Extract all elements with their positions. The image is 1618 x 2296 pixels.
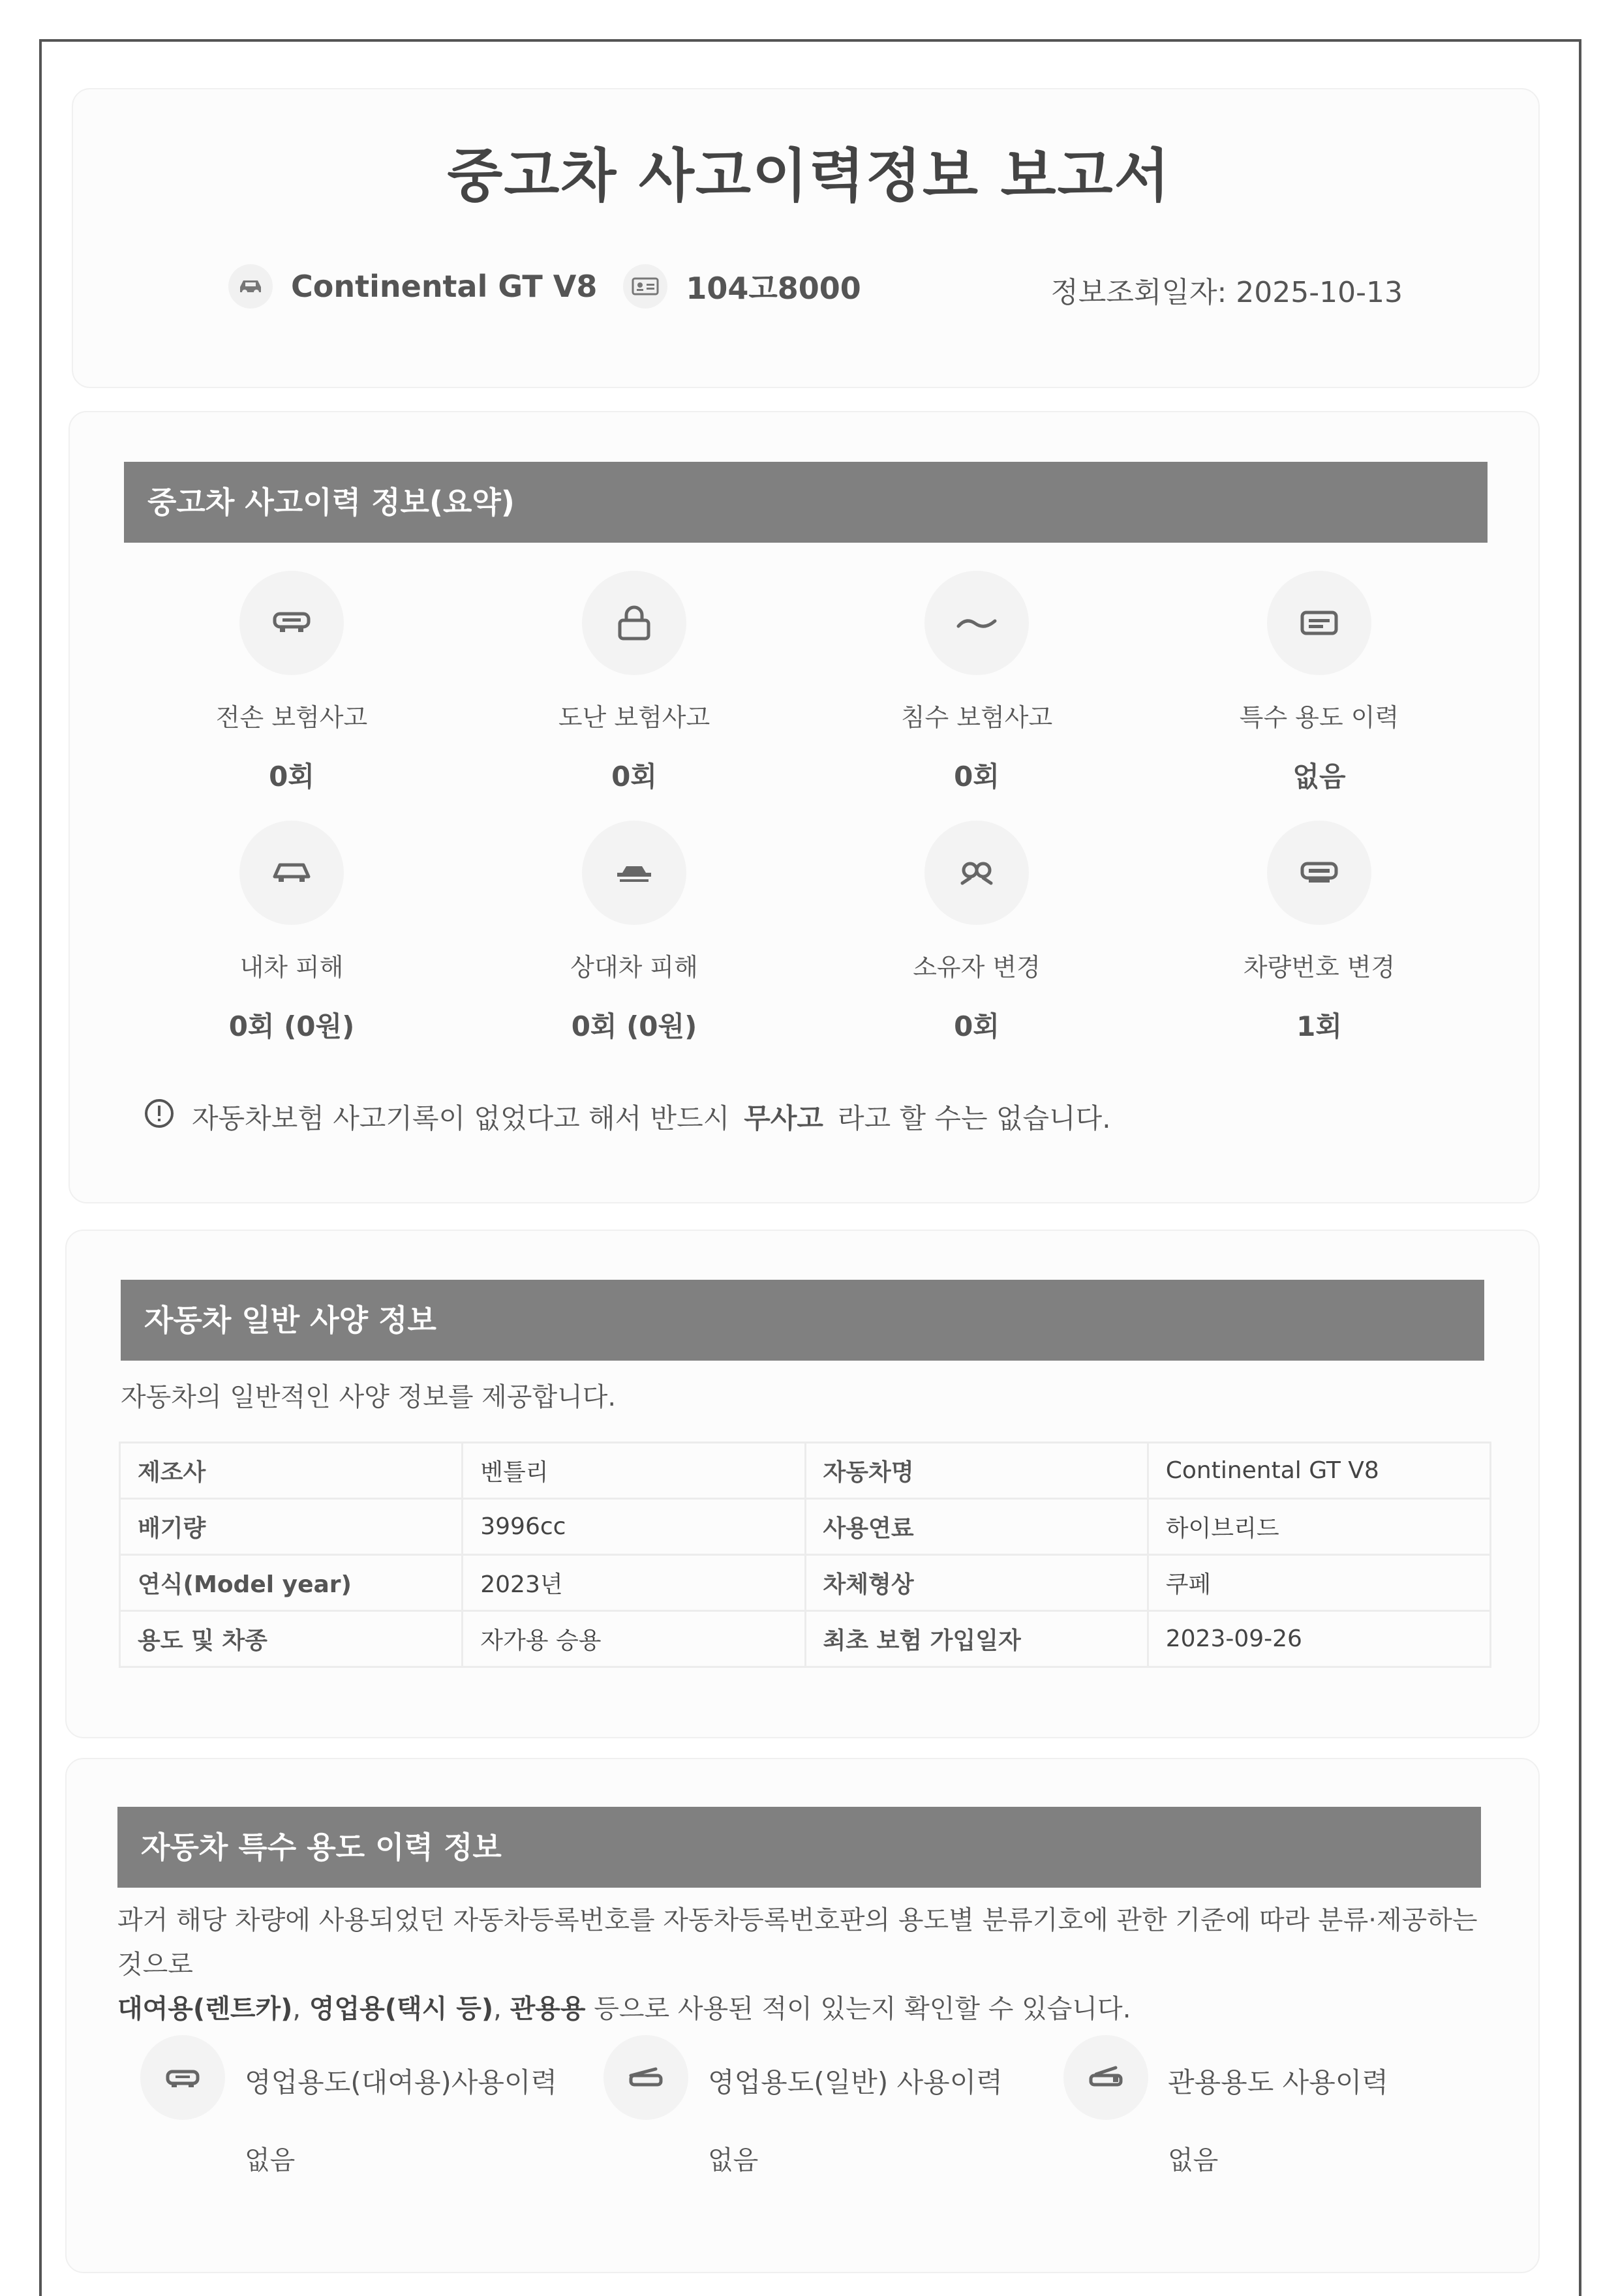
owner-change-icon	[924, 821, 1029, 925]
government-car-icon	[1063, 2035, 1148, 2120]
table-key: 사용연료	[805, 1499, 1148, 1555]
inquiry-date	[1050, 269, 1403, 310]
table-key: 차체형상	[805, 1555, 1148, 1611]
table-value: 2023-09-26	[1148, 1611, 1490, 1667]
table-value: Continental GT V8	[1148, 1443, 1490, 1499]
summary-item-plate-change	[1221, 821, 1417, 1044]
table-key: 배기량	[120, 1499, 463, 1555]
table-value: 쿠페	[1148, 1555, 1490, 1611]
summary-item-value: 0회	[954, 761, 1000, 793]
notice-suffix: 라고 할 수는 없습니다.	[838, 1102, 1111, 1134]
summary-item-flood	[879, 571, 1075, 794]
summary-item-value: 0회	[954, 1010, 1000, 1042]
notice-prefix: 자동차보험 사고기록이 없었다고 해서 반드시	[192, 1102, 730, 1134]
plate-number: 104고8000	[686, 271, 861, 306]
notice-emphasis: 무사고	[744, 1102, 823, 1134]
summary-item-theft	[536, 571, 732, 794]
table-row	[120, 1443, 1491, 1499]
special-use-section-header: 자동차 특수 용도 이력 정보	[117, 1807, 1481, 1888]
table-value: 3996cc	[463, 1499, 805, 1555]
table-key: 연식(Model year)	[120, 1555, 463, 1611]
rental-car-icon	[140, 2035, 225, 2120]
summary-item-label: 도난 보험사고	[558, 703, 710, 732]
government-emphasis: 관용용	[510, 1994, 586, 2024]
card-icon	[1267, 571, 1371, 675]
description-tail: 등으로 사용된 적이 있는지 확인할 수 있습니다.	[585, 1994, 1131, 2024]
separator: ,	[493, 1994, 510, 2024]
use-item-label: 영업용도(일반) 사용이력	[708, 2066, 1003, 2098]
inquiry-label: 정보조회일자:	[1050, 276, 1227, 309]
page-title: 중고차 사고이력정보 보고서	[447, 142, 1171, 209]
id-card-icon	[623, 264, 667, 309]
inquiry-value: 2025-10-13	[1236, 276, 1403, 309]
separator: ,	[292, 1994, 309, 2024]
summary-item-value: 없음	[1292, 761, 1346, 793]
summary-item-special-use	[1221, 571, 1417, 794]
summary-item-label: 상대차 피해	[570, 953, 698, 982]
summary-item-value: 0회	[269, 761, 314, 793]
use-item-value: 없음	[1168, 2145, 1219, 2175]
description-line-2	[117, 1987, 1501, 2031]
summary-item-label: 특수 용도 이력	[1239, 703, 1399, 732]
commercial-emphasis: 영업용(택시 등)	[309, 1994, 494, 2024]
special-use-description	[117, 1898, 1501, 2031]
table-key: 제조사	[120, 1443, 463, 1499]
summary-item-value: 1회	[1296, 1010, 1342, 1042]
spec-section-header: 자동차 일반 사양 정보	[121, 1280, 1484, 1361]
use-item-value: 없음	[245, 2145, 296, 2175]
spec-table	[119, 1442, 1491, 1668]
table-row	[120, 1499, 1491, 1555]
table-value: 2023년	[463, 1555, 805, 1611]
table-value: 자가용 승용	[463, 1611, 805, 1667]
wave-icon	[924, 571, 1029, 675]
summary-item-own-damage	[194, 821, 389, 1044]
info-circle-icon	[144, 1098, 175, 1136]
summary-item-label: 전손 보험사고	[215, 703, 368, 732]
summary-item-other-damage	[536, 821, 732, 1044]
summary-item-label: 소유자 변경	[913, 953, 1041, 982]
summary-item-label: 내차 피해	[239, 953, 344, 982]
total-loss-icon	[239, 571, 344, 675]
vehicle-info	[228, 264, 861, 309]
table-value: 하이브리드	[1148, 1499, 1490, 1555]
table-row	[120, 1555, 1491, 1611]
description-line-1: 과거 해당 차량에 사용되었던 자동차등록번호를 자동차등록번호판의 용도별 분류기호에 관한 기준에 따라 분류·제공하는 것으로	[117, 1905, 1478, 1980]
use-item-label: 관용용도 사용이력	[1168, 2066, 1388, 2098]
vehicle-name: Continental GT V8	[291, 269, 598, 304]
plate-icon	[1267, 821, 1371, 925]
commercial-car-icon	[603, 2035, 688, 2120]
summary-section-header: 중고차 사고이력 정보(요약)	[124, 462, 1488, 543]
car-damage-icon	[239, 821, 344, 925]
table-key: 최초 보험 가입일자	[805, 1611, 1148, 1667]
car-icon	[228, 264, 273, 309]
rental-emphasis: 대여용(렌트카)	[117, 1994, 293, 2024]
spec-description: 자동차의 일반적인 사양 정보를 제공합니다.	[121, 1382, 617, 1412]
summary-item-value: 0회	[611, 761, 657, 793]
other-car-icon	[582, 821, 686, 925]
lock-icon	[582, 571, 686, 675]
summary-item-owner-change	[879, 821, 1075, 1044]
summary-item-total-loss	[194, 571, 389, 794]
summary-item-label: 차량번호 변경	[1243, 953, 1396, 982]
table-value: 벤틀리	[463, 1443, 805, 1499]
use-item-label: 영업용도(대여용)사용이력	[245, 2066, 558, 2098]
table-key: 자동차명	[805, 1443, 1148, 1499]
table-key: 용도 및 차종	[120, 1611, 463, 1667]
summary-item-label: 침수 보험사고	[900, 703, 1053, 732]
accident-notice	[144, 1097, 1111, 1136]
summary-item-value: 0회 (0원)	[228, 1010, 355, 1042]
use-item-value: 없음	[708, 2145, 759, 2175]
summary-item-value: 0회 (0원)	[571, 1010, 697, 1042]
table-row	[120, 1611, 1491, 1667]
